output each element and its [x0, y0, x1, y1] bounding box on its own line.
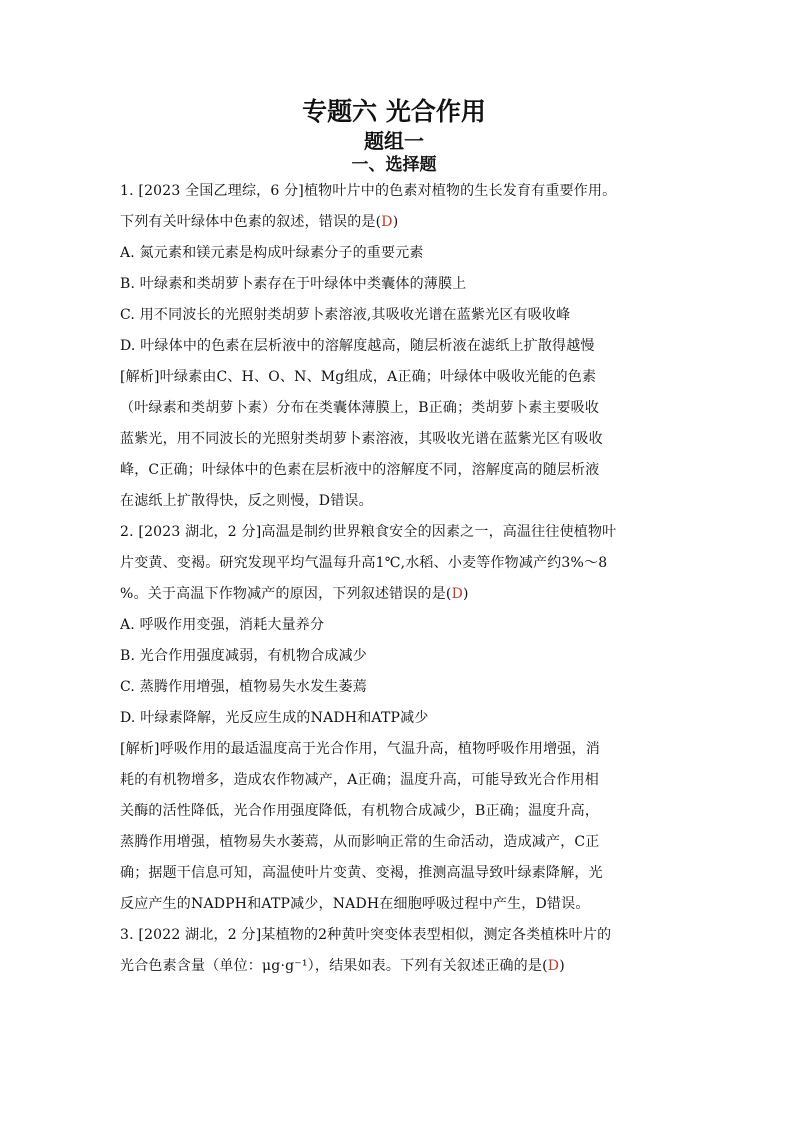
analysis-line: 峰，C正确；叶绿体中的色素在层析液中的溶解度不同，溶解度高的随层析液 — [120, 462, 600, 478]
option-d: D. 叶绿素降解，光反应生成的NADH和ATP减少 — [120, 710, 429, 726]
document-page — [120, 96, 668, 982]
answer-letter: D — [381, 214, 393, 230]
question-stem-line: 3. [2022 湖北，2 分]某植物的2种黄叶突变体表型相似，测定各类植株叶片的 — [120, 927, 612, 943]
question-stem-text: 下列有关叶绿体中色素的叙述，错误的是( — [120, 214, 382, 230]
analysis-line: 反应产生的NADPH和ATP减少，NADH在细胞呼吸过程中产生，D错误。 — [120, 896, 590, 912]
option-c: C. 用不同波长的光照射类胡萝卜素溶液,其吸收光谱在蓝紫光区有吸收峰 — [120, 307, 571, 323]
analysis-line: [解析]呼吸作用的最适温度高于光合作用，气温升高，植物呼吸作用增强，消 — [120, 741, 600, 757]
question-stem-text: %。关于高温下作物减产的原因，下列叙述错误的是( — [120, 586, 452, 602]
option-b: B. 光合作用强度减弱，有机物合成减少 — [120, 648, 367, 664]
answer-close: ) — [392, 214, 399, 230]
question-2 — [120, 517, 668, 920]
analysis-line: 在滤纸上扩散得快，反之则慢，D错误。 — [120, 493, 373, 509]
question-stem-line: 片变黄、变褐。研究发现平均气温每升高1℃,水稻、小麦等作物减产约3%～8 — [120, 555, 608, 571]
answer-close: ) — [463, 586, 469, 602]
question-stem-line: 1. [2023 全国乙理综，6 分]植物叶片中的色素对植物的生长发育有重要作用。 — [120, 183, 617, 199]
question-stem-text: 光合色素含量（单位：μg·g⁻¹），结果如表。下列有关叙述正确的是( — [120, 958, 548, 974]
question-stem-line — [120, 579, 668, 610]
analysis-line: 确；据题干信息可知，高温使叶片变黄、变褐，推测高温导致叶绿素降解，光 — [120, 865, 603, 881]
option-d: D. 叶绿体中的色素在层析液中的溶解度越高，随层析液在滤纸上扩散得越慢 — [120, 338, 595, 354]
question-1 — [120, 176, 668, 517]
group-title: 题组一 — [364, 129, 424, 153]
question-stem-line: 2. [2023 湖北，2 分]高温是制约世界粮食安全的因素之一，高温往往使植物叶 — [120, 524, 617, 540]
analysis-line: 关酶的活性降低，光合作用强度降低，有机物合成减少，B正确；温度升高， — [120, 803, 600, 819]
analysis-line: 蒸腾作用增强，植物易失水萎蔫，从而影响正常的生命活动，造成减产，C正 — [120, 834, 600, 850]
option-a: A. 呼吸作用变强，消耗大量养分 — [120, 617, 325, 633]
question-3 — [120, 920, 668, 982]
option-a: A. 氮元素和镁元素是构成叶绿素分子的重要元素 — [120, 245, 424, 261]
page-title: 专题六 光合作用 — [302, 97, 486, 126]
question-stem-line — [120, 951, 668, 982]
question-stem-line — [120, 207, 668, 238]
analysis-line: 蓝紫光，用不同波长的光照射类胡萝卜素溶液，其吸收光谱在蓝紫光区有吸收 — [120, 431, 603, 447]
option-b: B. 叶绿素和类胡萝卜素存在于叶绿体中类囊体的薄膜上 — [120, 276, 467, 292]
option-c: C. 蒸腾作用增强，植物易失水发生萎蔫 — [120, 679, 367, 695]
analysis-line: 耗的有机物增多，造成农作物减产，A正确；温度升高，可能导致光合作用相 — [120, 772, 599, 788]
answer-letter: D — [547, 958, 560, 974]
analysis-line: [解析]叶绿素由C、H、O、N、Mg组成，A正确；叶绿体中吸收光能的色素 — [120, 369, 597, 385]
answer-close: ) — [559, 958, 565, 974]
analysis-line: （叶绿素和类胡萝卜素）分布在类囊体薄膜上，B正确；类胡萝卜素主要吸收 — [120, 400, 600, 416]
answer-letter: D — [451, 586, 464, 602]
section-title: 一、选择题 — [351, 155, 437, 175]
